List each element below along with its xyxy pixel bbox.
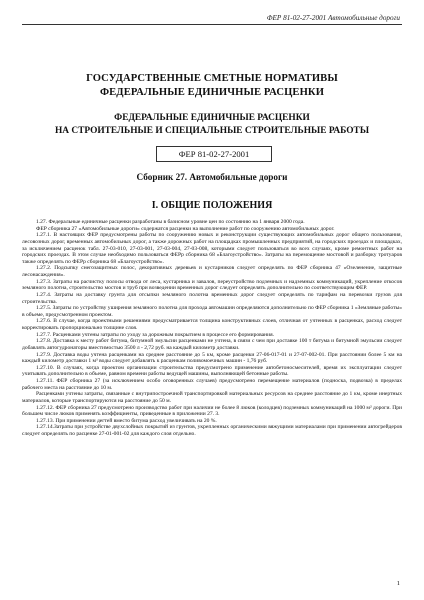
paragraph: 1.27.5. Затраты по устройству уширения земляного полотна для прохода автомашин определяются дополнительно по ФЕР сборника 1 «Земляные работы» в объеме, предусмотренном проектом. <box>22 305 402 318</box>
paragraph: 1.27.6. В случае, когда проектными решениями предусматривается толщина конструктивных слоев, отличная от учтенных в расценках, расход следует корректировать пропорционально толщине слоя. <box>22 318 402 331</box>
main-title <box>22 72 402 100</box>
paragraph: 1.27.8. Доставка к месту работ битума, битумной эмульсии расценками не учтена, в связи с чем при доставке 100 т битума и битумной эмульсии следует добавлять автогудронаторы вместимостью 3500 л - 2,72 руб. на каждый километр доставки. <box>22 338 402 351</box>
paragraph: 1.27.13. При применении дегтей вместо битума расход увеличивать на 20 %. <box>36 417 217 424</box>
paragraph: Расценками учтены затраты, связанные с внутрипостроечной транспортировкой материальных ресурсов на среднее расстояние до 1 км, кроме инертных материалов, которые транспортируются на расстояние до 50 м. <box>22 391 402 404</box>
paragraph: 1.27.1. В настоящих ФЕР предусмотрены работы по сооружению новых и реконструкции существующих автомобильных дорог общего пользования, лесовозных дорог, временных автомобильных дорог, а также дорожных работ на площадках промышленных предприятий, на городских проездах и площадках, за исключением расценок табл. 27-03-010, 27-03-001, 27-03-004, 27-03-008, которыми следует пользоваться во всех случаях, кроме ремонтных работ на городских проездах. В этом случае необходимо пользоваться ФЕРр сборника 68 «Благоустройство». Затраты на перемощение мостовой и разборку тротуаров также определять по ФЕРр сборника 68 «Благоустройство». <box>22 232 402 265</box>
paragraph: 1.27.3. Затраты на расчистку полосы отвода от леса, кустарника и завалов, переустройство подземных и надземных коммуникаций, укрепление откосов земляного полотна, строительство мостов и труб при возведении временных дорог следует определять дополнительно по соответствующим ФЕР. <box>22 278 402 292</box>
paragraph: 1.27.7. Расценками учтены затраты по уходу за дорожным покрытием в процессе его формирования. <box>36 331 275 338</box>
document-code-box: ФЕР 81-02-27-2001 <box>156 146 272 162</box>
collection-title: Сборник 27. Автомобильные дороги <box>136 172 288 182</box>
paragraph: ФЕР сборника 27 «Автомобильные дороги» содержатся расценки на выполнение работ по сооружению автомобильных дорог. <box>36 225 335 232</box>
paragraph: 1.27.9. Доставка воды учтена расценками на среднее расстояние до 5 км, кроме расценки 27-06-017-01 и 27-07-002-01. При расстоянии более 5 км на каждый километр доставки 1 м³ воды следует добавлять к расценкам поливомоечных машин - 1,76 руб. <box>22 351 402 365</box>
paragraph: 1.27.2. Подсыпку снегозащитных полос, декоративных деревьев и кустарников следует определять по ФЕР сборника 47 «Озеленение, защитные лесонасаждения». <box>22 265 402 278</box>
sub-title <box>22 112 402 137</box>
body-text <box>22 219 402 438</box>
paragraph: 1.27.14.Затраты при устройстве двухслойных покрытий из грунтов, укрепленных органическими вяжущими материалами при применении автогрейдеров следует определять по расценке 27-01-001-02 для каждого слоя отдельно. <box>22 424 402 437</box>
header-rule <box>22 24 402 25</box>
page-number: 1 <box>396 580 400 587</box>
main-title-line-2: ФЕДЕРАЛЬНЫЕ ЕДИНИЧНЫЕ РАСЦЕНКИ <box>99 87 325 98</box>
section-title: I. ОБЩИЕ ПОЛОЖЕНИЯ <box>151 200 273 211</box>
paragraph: 1.27.10. В случаях, когда проектом организации строительства предусмотрено применение автобетоносмесителей, время их эксплуатации следует учитывать дополнительно в объеме, равном времени работы ведущей машины, выполняющей бетонные работы. <box>22 364 402 378</box>
main-title-line-1: ГОСУДАРСТВЕННЫЕ СМЕТНЫЕ НОРМАТИВЫ <box>86 73 338 84</box>
sub-title-line-1: ФЕДЕРАЛЬНЫЕ ЕДИНИЧНЫЕ РАСЦЕНКИ <box>114 113 310 123</box>
sub-title-line-2: НА СТРОИТЕЛЬНЫЕ И СПЕЦИАЛЬНЫЕ СТРОИТЕЛЬНЫЕ РАБОТЫ <box>54 125 370 136</box>
paragraph: 1.27.12. ФЕР сборника 27 предусмотрено производство работ при наличии не более 8 люков (колодцев) подземных коммуникаций на 1000 м² дороги. При большем числе люков применять коэффициенты, приведенные в приложении 27. 3. <box>22 404 402 418</box>
paragraph: 1.27.4. Затраты на доставку грунта для отсыпки земляного полотна временных дорог следует определять по тарифам на перевозки грузов для строительства. <box>22 291 402 305</box>
running-header: ФЕР 81-02-27-2001 Автомобильные дороги <box>266 14 400 22</box>
paragraph: 1.27. Федеральные единичные расценки разработаны в базисном уровне цен по состоянию на 1 января 2000 года. <box>36 219 305 225</box>
paragraph: 1.27.11. ФЕР сборника 27 (за исключением особо оговоренных случаев) предусмотрено перемещение материалов (подноска, подвозка) в пределах рабочего места на расстояние до 10 м. <box>22 378 402 391</box>
